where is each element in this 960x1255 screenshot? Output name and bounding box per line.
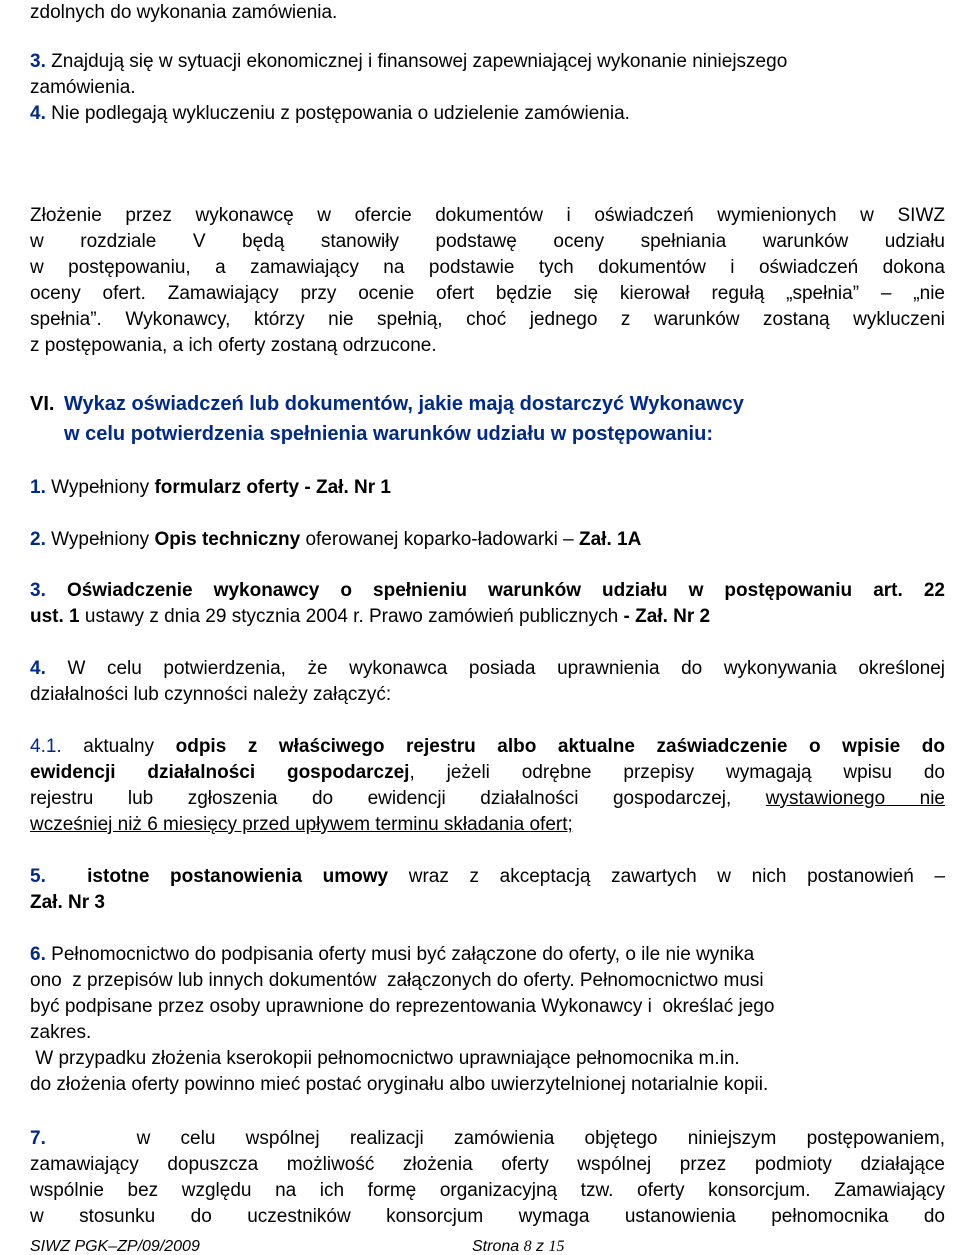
line-continuation: zdolnych do wykonania zamówienia. — [30, 2, 338, 23]
document-item-6: 6. Pełnomocnictwo do podpisania oferty musi być załączone do oferty, o ile nie wynika ono z przepisów lub innych dokumentów załączonych do oferty. Pełnomocnictwo musi być podpisane przez osoby uprawnione do reprezentowania Wykonawcy i określać jego zakres. W przypadku złożenia kserokopii pełnomocnictwo uprawniające pełnomocnika m.in. do złożenia oferty powinno mieć postać oryginału albo uwierzytelnionej notarialnie kopii. — [30, 944, 775, 1095]
document-item-2: 2. Wypełniony Opis techniczny oferowanej koparko-ładowarki – Zał. 1A — [30, 529, 642, 550]
document-item-4: 4. W celu potwierdzenia, że wykonawca posiada uprawnienia do wykonywania określonej działalności lub czynności należy załączyć: — [30, 658, 946, 705]
footer-doc-ref: SIWZ PGK–ZP/09/2009 — [30, 1238, 200, 1255]
section-vi-heading: VI. Wykaz oświadczeń lub dokumentów, jakie mają dostarczyć Wykonawcy w celu potwierdzenia spełnienia warunków udziału w postępowaniu: — [30, 389, 945, 449]
condition-item-4: 4. Nie podlegają wykluczeniu z postępowania o udzielenie zamówienia. — [30, 103, 630, 124]
evaluation-paragraph: Złożenie przez wykonawcę w ofercie dokumentów i oświadczeń wymienionych w SIWZ w rozdziale V będą stanowiły podstawę oceny spełniania warunków udziału w postępowaniu, a zamawiający na podstawie tych dokumentów i oświadczeń dokona oceny ofert. Zamawiający przy ocenie ofert będzie się kierował regułą „spełnia” – „nie spełnia”. Wykonawcy, którzy nie spełnią, choć jednego z warunków zostaną wykluczeni z postępowania, a ich oferty zostaną odrzucone. — [30, 205, 945, 356]
section-title: Wykaz oświadczeń lub dokumentów, jakie mają dostarczyć Wykonawcy — [64, 393, 744, 415]
page-footer — [30, 1238, 945, 1255]
item-number: 4. — [30, 103, 46, 124]
document-item-5: 5. istotne postanowienia umowy wraz z akceptacją zawartych w nich postanowień – Zał. Nr 3 — [30, 866, 946, 913]
item-number: 3. — [30, 51, 46, 72]
condition-item-3: 3. Znajdują się w sytuacji ekonomicznej i finansowej zapewniającej wykonanie niniejszego zamówienia. — [30, 51, 788, 98]
document-item-1: 1. Wypełniony formularz oferty - Zał. Nr 1 — [30, 477, 391, 498]
document-item-7: 7. w celu wspólnej realizacji zamówienia objętego niniejszym postępowaniem, zamawiający dopuszcza możliwość złożenia oferty wspólnej przez podmioty działające wspólnie bez względu na ich formę organizacyjną tzw. oferty konsorcjum. Zamawiający w stosunku do uczestników konsorcjum wymaga ustanowienia pełnomocnika do — [30, 1128, 945, 1227]
footer-page-number: Strona 8 z 15 — [472, 1238, 565, 1255]
section-number: VI. — [30, 393, 55, 415]
document-item-4-1: 4.1. aktualny odpis z właściwego rejestru albo aktualne zaświadczenie o wpisie do ewidencji działalności gospodarczej, jeżeli odrębne przepisy wymagają wpisu do rejestru lub zgłoszenia do ewidencji działalności gospodarczej, wystawionego nie wcześniej niż 6 miesięcy przed upływem terminu składania ofert; — [30, 736, 946, 835]
document-item-3: 3. Oświadczenie wykonawcy o spełnieniu warunków udziału w postępowaniu art. 22 ust. 1 ustawy z dnia 29 stycznia 2004 r. Prawo zamówień publicznych - Zał. Nr 2 — [30, 580, 945, 627]
